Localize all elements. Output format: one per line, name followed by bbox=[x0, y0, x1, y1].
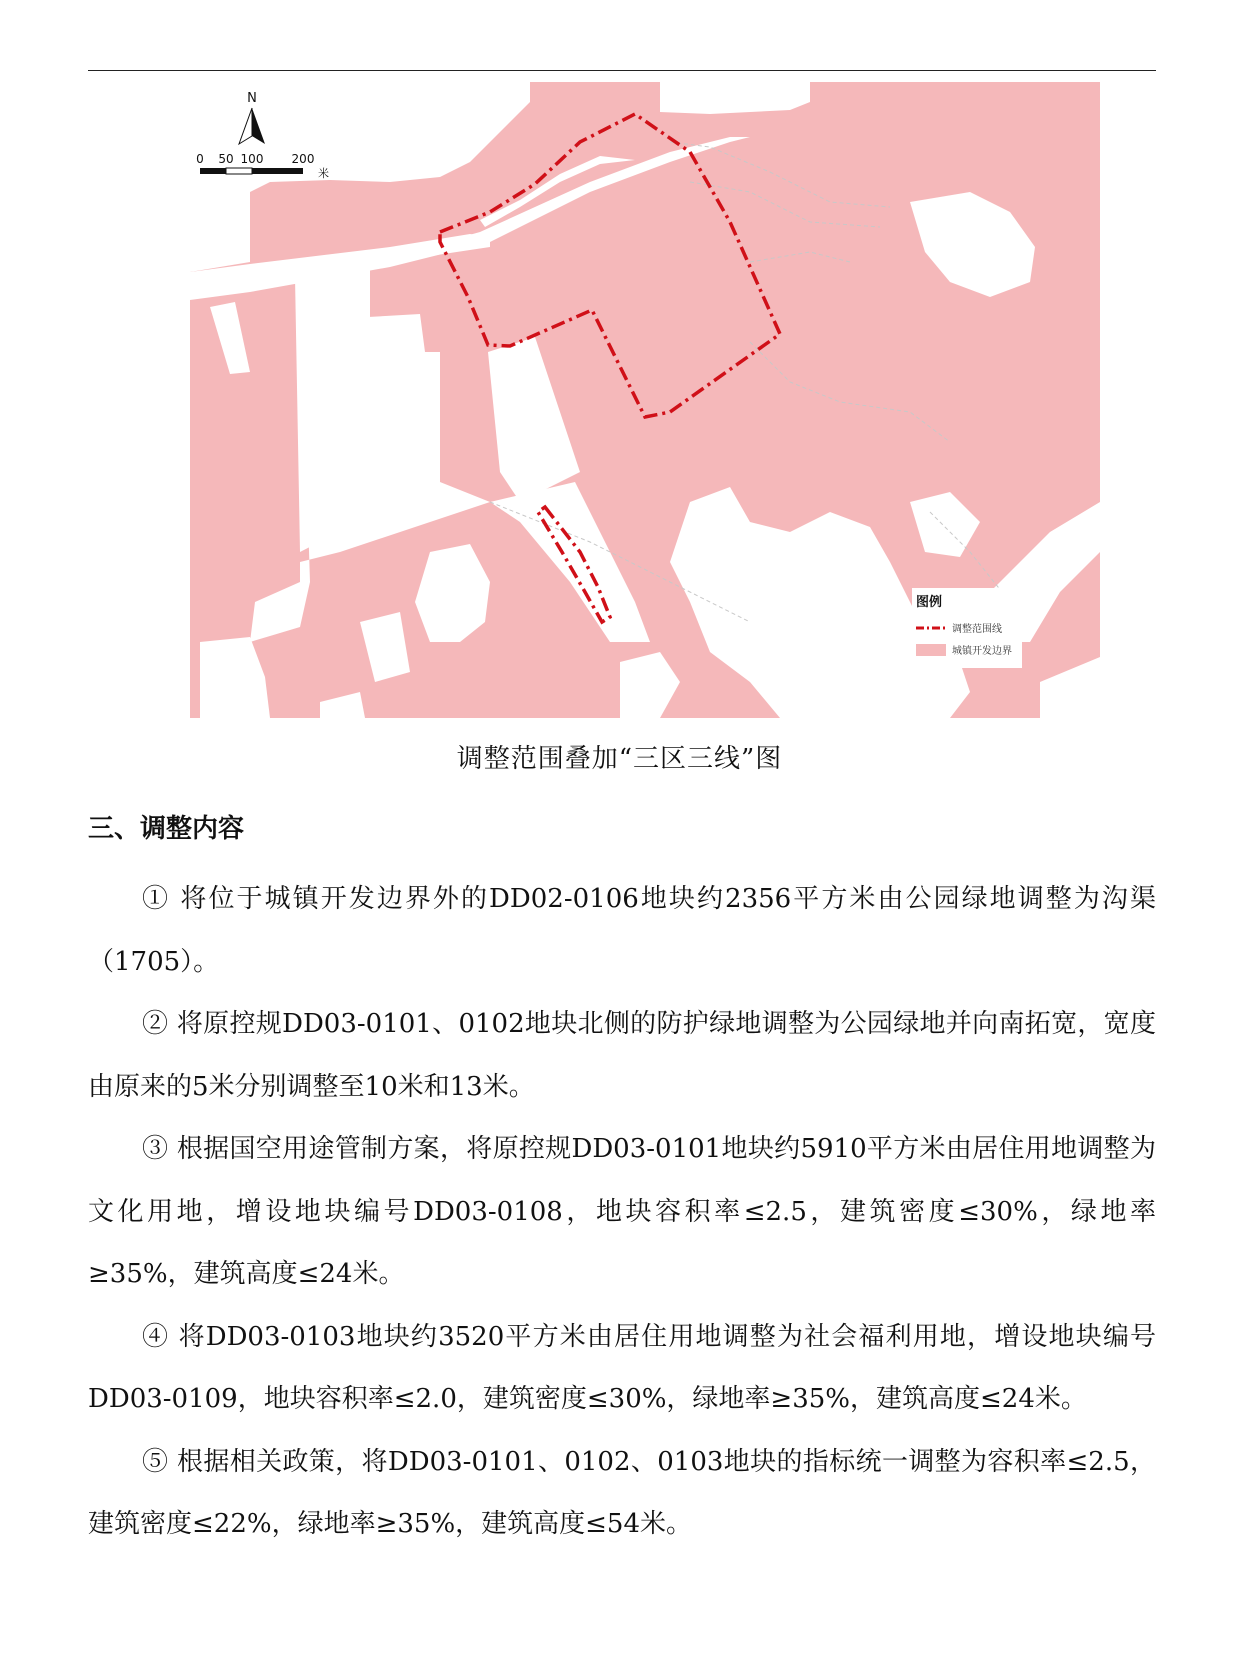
paragraph-4: ④ 将DD03-0103地块约3520平方米由居住用地调整为社会福利用地，增设地块编号DD03-0109，地块容积率≤2.0，建筑密度≤30%，绿地率≥35%，建筑高度≤24米。 bbox=[88, 1321, 1156, 1414]
map-canvas bbox=[190, 82, 1100, 718]
planning-map bbox=[190, 82, 1100, 718]
scale-label-0: 0 bbox=[196, 152, 204, 166]
paragraph-2: ② 将原控规DD03-0101、0102地块北侧的防护绿地调整为公园绿地并向南拓宽，宽度由原来的5米分别调整至10米和13米。 bbox=[88, 1009, 1156, 1102]
legend-boundary-label: 调整范围线 bbox=[952, 624, 1002, 635]
legend-development-symbol bbox=[916, 644, 946, 656]
section-heading: 三、调整内容 bbox=[88, 814, 245, 844]
north-label: N bbox=[247, 91, 257, 106]
section-body bbox=[88, 868, 1156, 1556]
header-rule bbox=[88, 70, 1156, 71]
paragraph-5: ⑤ 根据相关政策，将DD03-0101、0102、0103地块的指标统一调整为容积率≤2.5，建筑密度≤22%，绿地率≥35%，建筑高度≤54米。 bbox=[88, 1446, 1156, 1539]
legend-title: 图例 bbox=[916, 595, 943, 610]
scale-label-50: 50 bbox=[218, 152, 234, 166]
scale-unit: 米 bbox=[318, 167, 329, 180]
scale-label-200: 200 bbox=[291, 152, 315, 166]
legend bbox=[912, 588, 1022, 668]
paragraph-1: ① 将位于城镇开发边界外的DD02-0106地块约2356平方米由公园绿地调整为沟渠（1705）。 bbox=[88, 884, 1156, 977]
figure-caption: 调整范围叠加“三区三线”图 bbox=[456, 744, 783, 774]
paragraph-3: ③ 根据国空用途管制方案，将原控规DD03-0101地块约5910平方米由居住用地调整为文化用地，增设地块编号DD03-0108，地块容积率≤2.5，建筑密度≤30%，绿地率≥35%，建筑高度≤24米。 bbox=[88, 1134, 1156, 1289]
legend-development-label: 城镇开发边界 bbox=[952, 646, 1012, 657]
scale-label-100: 100 bbox=[240, 152, 264, 166]
